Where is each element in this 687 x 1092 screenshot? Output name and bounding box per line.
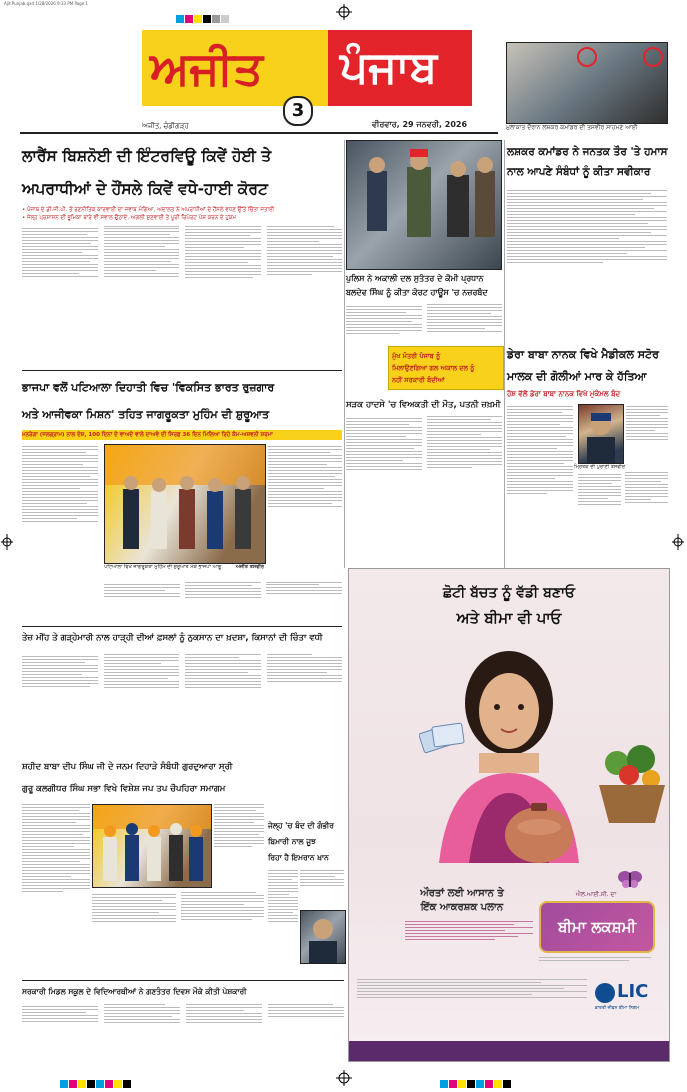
masthead-rule [20, 132, 498, 134]
ad-details [357, 977, 587, 1037]
dera-headline-line-2: ਮਾਲਕ ਦੀ ਗੋਲੀਆਂ ਮਾਰ ਕੇ ਹੱਤਿਆ [507, 370, 647, 383]
lead-headline [22, 140, 342, 206]
lead-summary-2: • ਜੇਲ੍ਹ ਪ੍ਰਸ਼ਾਸਨ ਦੀ ਭੂਮਿਕਾ ਬਾਰੇ ਵੀ ਸਵਾਲ ਉਠਾਏ, ਅਗਲੀ ਸੁਣਵਾਈ ਤੇ ਪੂਰੀ ਰਿਪੋਰਟ ਪੇਸ਼ ਕਰਨ ਦੇ ਹੁਕਮ [22, 215, 237, 221]
bjp-photo-caption-text: ਪਟਿਆਲਾ ਵਿਖੇ ਜਾਗਰੂਕਤਾ ਮੁਹਿੰਮ ਦੀ ਸ਼ੁਰੂਆਤ ਮੌਕੇ ਭਾਜਪਾ ਆਗੂ [104, 564, 222, 570]
print-slug: Ajit Punjab.qxd 1/28/2026 9:33 PM Page 1 [4, 1, 88, 6]
accident-headline: ਸੜਕ ਹਾਦਸੇ 'ਚ ਵਿਅਕਤੀ ਦੀ ਮੌਤ, ਪਤਨੀ ਜ਼ਖ਼ਮੀ [346, 400, 501, 410]
jail-headline-line-1: ਜੇਲ੍ਹ 'ਚ ਬੰਦ ਦੀ ਗੰਭੀਰ [268, 821, 334, 830]
bjp-body-right [268, 444, 342, 562]
ad-plan-name-small: ਐਲ.ਆਈ.ਸੀ. ਦਾ [575, 891, 617, 898]
lead-summary-1: • ਪੰਜਾਬ ਦੇ ਡੀ.ਜੀ.ਪੀ. ਤੋਂ ਰਣਨੀਤਿਕ ਕਾਰਵਾਈ ਦਾ ਜਵਾਬ ਮੰਗਿਆ, ਅਦਾਲਤ ਨੇ ਅਪਰਾਧੀਆਂ ਦੇ ਹੌਂਸਲੇ ਵਧਣ ਉੱਤੇ ਚਿੰਤਾ ਜਤਾਈ [22, 207, 275, 213]
police-photo [346, 140, 502, 270]
gurpurab-body-right [214, 802, 264, 888]
bjp-photo-caption [104, 564, 264, 571]
jail-body [268, 868, 298, 976]
gurpurab-photo [92, 804, 212, 888]
pullquote [388, 346, 504, 390]
school-rule [22, 980, 344, 981]
frost-body [22, 654, 342, 750]
bjp-headline-line-1: ਭਾਜਪਾ ਵਲੋਂ ਪਟਿਆਲਾ ਦਿਹਾਤੀ ਵਿਚ 'ਵਿਕਸਿਤ ਭਾਰਤ ਰੁਜ਼ਗਾਰ [22, 381, 275, 394]
jail-headline-line-2: ਬਿਮਾਰੀ ਨਾਲ ਜੂਝ [268, 837, 316, 846]
ad-butterfly-icon [617, 869, 643, 889]
dera-headline-line-1: ਡੇਰਾ ਬਾਬਾ ਨਾਨਕ ਵਿਖੇ ਮੈਡੀਕਲ ਸਟੋਰ [507, 348, 659, 361]
pullquote-line-3: ਨਹੀਂ ਸਰਕਾਰੀ ਬੰਦੀਆਂ [392, 376, 445, 384]
dateline-date: ਵੀਰਵਾਰ, 29 ਜਨਵਰੀ, 2026 [372, 120, 468, 129]
gurpurab-headline-line-1: ਸ਼ਹੀਦ ਬਾਬਾ ਦੀਪ ਸਿੰਘ ਜੀ ਦੇ ਜਨਮ ਦਿਹਾੜੇ ਸੰਬੰਧੀ ਗੁਰਦੁਆਰਾ ਸ੍ਰੀ [22, 762, 233, 772]
gurpurab-headline [22, 756, 276, 800]
gurpurab-headline-line-2: ਗੁਰੂ ਕਲਗੀਧਰ ਸਿੰਘ ਸਭਾ ਵਿਖੇ ਵਿਸ਼ੇਸ਼ ਜਪ ਤਪ ਚੌਪਹਿਰਾ ਸਮਾਗਮ [22, 784, 226, 794]
lic-advertisement [348, 568, 670, 1062]
ad-piggy-bank-icon [499, 797, 579, 867]
jail-photo [300, 910, 346, 964]
ad-cards-icon [419, 719, 471, 759]
registration-mark-bottom [336, 1070, 352, 1086]
color-bar-bottom-right [440, 1073, 512, 1092]
color-bar-bottom [60, 1073, 132, 1092]
lead-headline-line-2: ਅਪਰਾਧੀਆਂ ਦੇ ਹੌਂਸਲੇ ਕਿਵੇਂ ਵਧੇ-ਹਾਈ ਕੋਰਟ [22, 180, 268, 198]
jail-headline-line-3: ਰਿਹਾ ਹੈ ਇਮਰਾਨ ਖ਼ਾਨ [268, 853, 329, 862]
police-caption-line-2: ਬਲਦੇਵ ਸਿੰਘ ਨੂੰ ਕੀਤਾ ਕੋਰਟ ਹਾਊਸ 'ਚ ਨਜ਼ਰਬੰਦ [346, 288, 488, 297]
ad-plan-badge [539, 901, 655, 953]
gurpurab-body-bottom [92, 892, 264, 976]
lead-body [22, 226, 342, 366]
column-rule-1 [344, 140, 345, 568]
bjp-photo [104, 444, 266, 564]
jail-headline [268, 818, 348, 866]
ad-vegetable-basket-icon [595, 745, 669, 825]
dera-body [507, 404, 573, 562]
dera-body-2 [626, 404, 668, 468]
pullquote-line-2: ਮਿਲਾਉਣਗਿਆ ਗਲ ਅਕਾਲ ਦਲ ਨੂੰ [392, 364, 475, 372]
police-caption-line-1: ਪੁਲਿਸ ਨੇ ਅਕਾਲੀ ਦਲ ਸੁਤੰਤਰ ਦੇ ਕੌਮੀ ਪ੍ਰਧਾਨ [346, 274, 484, 283]
lashkar-body [507, 188, 667, 304]
dera-photo [578, 404, 624, 464]
registration-mark-left [1, 534, 13, 550]
lashkar-photo [506, 42, 668, 124]
ad-plan-disclaimer [539, 955, 651, 973]
ad-plan-name: ਬੀਮਾ ਲਕਸ਼ਮੀ [557, 918, 636, 936]
registration-mark-top [336, 4, 352, 20]
masthead-right-word: ਪੰਜਾਬ [340, 42, 438, 93]
ad-headline-2: ਅਤੇ ਬੀਮਾ ਵੀ ਪਾਓ [456, 609, 562, 627]
bjp-rule [22, 370, 342, 371]
ad-plan-features [405, 919, 533, 971]
lashkar-headline [507, 142, 669, 182]
masthead [142, 30, 472, 120]
dera-headline [507, 344, 669, 388]
ad-headline-1: ਛੋਟੀ ਬੱਚਤ ਨੂੰ ਵੱਡੀ ਬਣਾਓ [442, 585, 576, 601]
lashkar-photo-caption: ਮੁਲਾਕਾਤ ਦੌਰਾਨ ਲਸ਼ਕਰ ਕਮਾਂਡਰ ਦੀ ਤਸਵੀਰ ਸਾਹਮਣੇ ਆਈ [506, 124, 638, 131]
frost-rule [22, 626, 342, 627]
bjp-highlight: ਮਨਰੇਗਾ (ਜਲਗ੍ਰਾਮ) ਨਾਲ ਦੇਸ਼, 100 ਦਿਨਾਂ ਦੇ ਵਾਅਦੇ ਵਾਲੇ ਦਾਅਵੇ ਦੀ ਸਿਰਫ਼ 36 ਦਿਨ ਮਿਲਿਆ ਰਿਹੇ ਕੰਮ-ਅਸ਼ਵਨੀ ਸ਼ਰਮਾ [22, 430, 342, 440]
pullquote-line-1: ਮੁੱਖ ਮੰਤਰੀ ਪੰਜਾਬ ਨੂੰ [392, 352, 441, 360]
school-headline: ਸਰਕਾਰੀ ਮਿਡਲ ਸਕੂਲ ਦੇ ਵਿਦਿਆਰਥੀਆਂ ਨੇ ਗਣਤੰਤਰ ਦਿਵਸ ਮੌਕੇ ਕੀਤੀ ਪੇਸ਼ਕਾਰੀ [22, 987, 247, 996]
lic-logo-icon [595, 983, 615, 1003]
lashkar-headline-line-1: ਲਸ਼ਕਰ ਕਮਾਂਡਰ ਨੇ ਜਨਤਕ ਤੌਰ 'ਤੇ ਹਮਾਸ [507, 146, 668, 158]
page-number-badge: 3 [283, 96, 313, 126]
frost-headline: ਤੇਜ਼ ਮੀਂਹ ਤੇ ਗੜ੍ਹੇਮਾਰੀ ਨਾਲ ਹਾੜ੍ਹੀ ਦੀਆਂ ਫ਼ਸਲਾਂ ਨੂੰ ਨੁਕਸਾਨ ਦਾ ਖ਼ਦਸ਼ਾ, ਕਿਸਾਨਾਂ ਦੀ ਚਿੰਤਾ ਵਧੀ [22, 633, 323, 643]
ad-plan-intro-1: ਔਰਤਾਂ ਲਈ ਆਸਾਨ ਤੇ [420, 888, 504, 899]
ad-plan-intro-2: ਇੱਕ ਆਕਰਸ਼ਕ ਪਲਾਨ [420, 902, 504, 913]
bjp-photo-credit: ਅਜੀਤ ਤਸਵੀਰ [235, 564, 264, 570]
bjp-body-bottom [104, 582, 342, 622]
lic-logo [595, 977, 661, 1015]
dera-body-3 [578, 472, 668, 564]
lead-headline-line-1: ਲਾਰੈਂਸ ਬਿਸ਼ਨੋਈ ਦੀ ਇੰਟਰਵਿਊ ਕਿਵੇਂ ਹੋਈ ਤੇ [22, 147, 272, 165]
registration-mark-right [672, 534, 684, 550]
lead-summary [22, 206, 342, 222]
lic-logo-tagline: ਭਾਰਤੀ ਜੀਵਨ ਬੀਮਾ ਨਿਗਮ [595, 1006, 640, 1011]
lic-logo-text: LIC [617, 981, 649, 1002]
ad-footer-strip [349, 1041, 669, 1061]
police-caption [346, 272, 502, 300]
bjp-headline [22, 374, 344, 428]
school-body [22, 1004, 344, 1060]
dera-photo-caption: ਮ੍ਰਿਤਕ ਦੀ ਪੁਰਾਣੀ ਤਸਵੀਰ [574, 464, 625, 470]
masthead-left-word: ਅਜੀਤ [150, 41, 263, 95]
dateline-place: ਅਜੀਤ, ਚੰਡੀਗੜ੍ਹ [142, 122, 189, 130]
column-rule-2 [504, 140, 505, 568]
lashkar-headline-line-2: ਨਾਲ ਆਪਣੇ ਸੰਬੰਧਾਂ ਨੂੰ ਕੀਤਾ ਸਵੀਕਾਰ [507, 166, 651, 178]
gurpurab-body-left [22, 802, 90, 976]
ad-plan-intro [387, 887, 537, 915]
accident-body [346, 416, 502, 566]
color-bar-top [176, 8, 230, 27]
dera-subhead: ਹੋਸ਼ ਵੱਲੋਂ ਡੇਰਾ ਬਾਬਾ ਨਾਨਕ ਵਿਖੇ ਮੁਕੰਮਲ ਬੰਦ [507, 390, 621, 398]
bjp-body-left [22, 444, 98, 588]
jail-body-right [300, 868, 344, 908]
bjp-headline-line-2: ਅਤੇ ਆਜੀਵਕਾ ਮਿਸ਼ਨ' ਤਹਿਤ ਜਾਗਰੂਕਤਾ ਮੁਹਿੰਮ ਦੀ ਸ਼ੁਰੂਆਤ [22, 408, 270, 421]
